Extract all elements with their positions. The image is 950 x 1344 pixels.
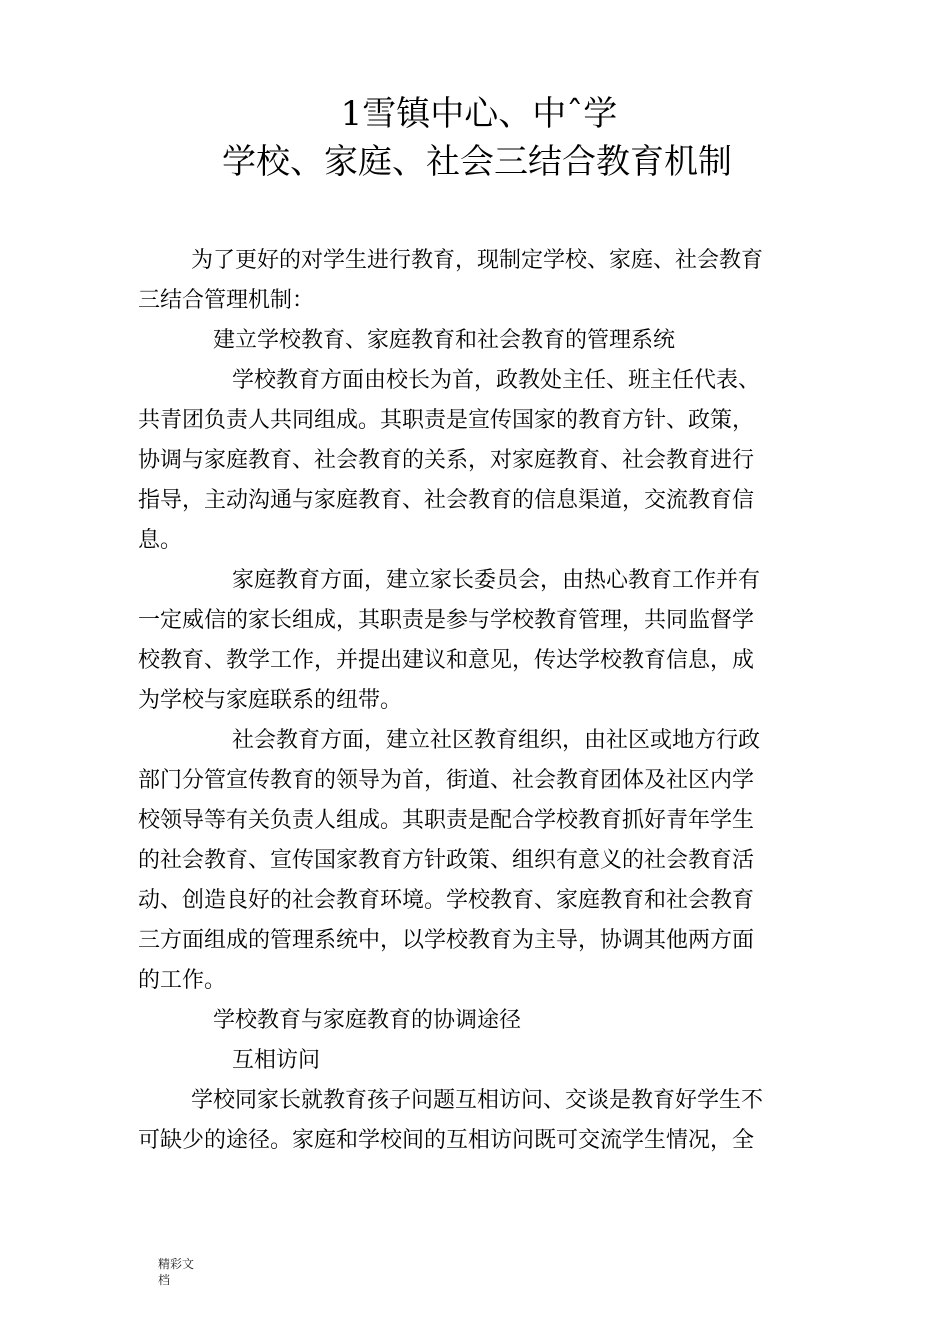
body-line: 部门分管宣传教育的领导为首，街道、社会教育团体及社区内学 bbox=[138, 768, 755, 793]
body-line: 指导，主动沟通与家庭教育、社会教育的信息渠道，交流教育信 bbox=[138, 488, 755, 513]
body-line: 可缺少的途径。家庭和学校间的互相访问既可交流学生情况，全 bbox=[138, 1128, 755, 1153]
body-line: 三结合管理机制： bbox=[138, 288, 315, 313]
body-line: 息。 bbox=[138, 528, 183, 553]
body-line: 共青团负责人共同组成。其职责是宣传国家的教育方针、政策， bbox=[138, 408, 755, 433]
footer-line: 精彩文 bbox=[158, 1257, 195, 1271]
section-heading: 建立学校教育、家庭教育和社会教育的管理系统 bbox=[213, 328, 676, 353]
body-line: 家庭教育方面，建立家长委员会，由热心教育工作并有 bbox=[232, 568, 761, 593]
body-line: 的工作。 bbox=[138, 968, 227, 993]
document-title-line-2: 学校、家庭、社会三结合教育机制 bbox=[222, 142, 732, 182]
body-line: 动、创造良好的社会教育环境。学校教育、家庭教育和社会教育 bbox=[138, 888, 755, 913]
body-line: 社会教育方面，建立社区教育组织，由社区或地方行政 bbox=[232, 728, 761, 753]
body-line: 校领导等有关负责人组成。其职责是配合学校教育抓好青年学生 bbox=[138, 808, 755, 833]
body-line: 校教育、教学工作，并提出建议和意见，传达学校教育信息，成 bbox=[138, 648, 755, 673]
body-line: 学校同家长就教育孩子问题互相访问、交谈是教育好学生不 bbox=[191, 1088, 764, 1113]
footer-line: 档 bbox=[158, 1273, 171, 1287]
section-heading: 学校教育与家庭教育的协调途径 bbox=[213, 1008, 522, 1033]
page-footer bbox=[158, 1256, 208, 1288]
body-line: 三方面组成的管理系统中，以学校教育为主导，协调其他两方面 bbox=[138, 928, 755, 953]
body-line: 一定威信的家长组成，其职责是参与学校教育管理，共同监督学 bbox=[138, 608, 755, 633]
body-line: 为学校与家庭联系的纽带。 bbox=[138, 688, 403, 713]
document-title-line-1: 1雪镇中心、中ˆ学 bbox=[340, 94, 618, 134]
body-line: 学校教育方面由校长为首，政教处主任、班主任代表、 bbox=[232, 368, 761, 393]
body-line: 的社会教育、宣传国家教育方针政策、组织有意义的社会教育活 bbox=[138, 848, 755, 873]
body-line: 协调与家庭教育、社会教育的关系，对家庭教育、社会教育进行 bbox=[138, 448, 755, 473]
subsection-heading: 互相访问 bbox=[232, 1048, 321, 1073]
body-line: 为了更好的对学生进行教育，现制定学校、家庭、社会教育 bbox=[191, 248, 764, 273]
